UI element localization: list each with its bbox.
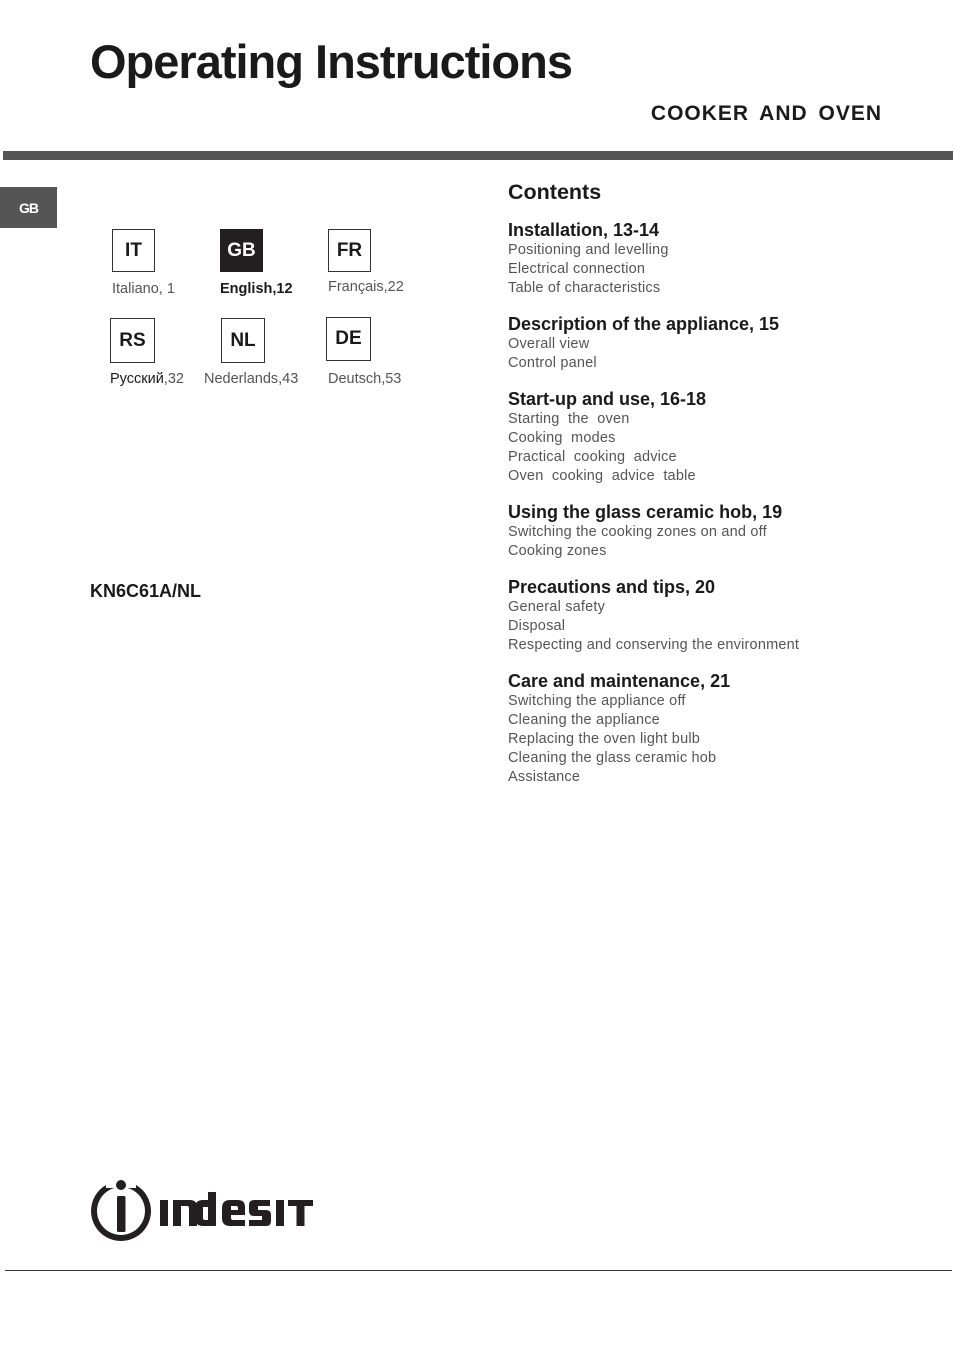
section-item: Replacing the oven light bulb [508,731,701,747]
contents-section-startup [508,388,928,486]
language-entry-de [326,317,436,387]
indesit-logo [88,1178,320,1244]
section-heading: Care and maintenance, 21 [508,671,731,691]
language-code-box: NL [221,318,265,363]
section-item: Starting the oven [508,411,630,427]
language-label: Nederlands,43 [204,371,299,387]
page-title: Operating Instructions [90,35,572,88]
language-entry-nl [204,318,331,387]
section-item: Cleaning the glass ceramic hob [508,750,717,766]
header-divider [3,151,953,160]
section-item: Overall view [508,336,590,352]
section-heading: Start-up and use, 16-18 [508,389,707,409]
contents-section-precautions [508,576,928,655]
language-label-name: Русский [110,371,164,387]
section-item: Assistance [508,769,581,785]
section-item: Electrical connection [508,261,646,277]
document-subtitle: COOKER AND OVEN [650,102,882,125]
language-entry-it [112,229,222,297]
section-item: Table of characteristics [508,280,661,296]
section-item: Positioning and levelling [508,242,669,258]
contents-section-installation [508,219,928,298]
language-entry-gb [220,229,330,297]
contents-section-hob [508,501,928,561]
language-code-box-active: GB [220,229,263,272]
section-item: Switching the cooking zones on and off [508,524,767,540]
section-item: Oven cooking advice table [508,468,696,484]
section-item: General safety [508,599,606,615]
footer-divider [5,1270,952,1271]
contents-section-description [508,313,928,373]
language-code-box: RS [110,318,155,363]
section-heading: Description of the appliance, 15 [508,314,780,334]
language-label-page: ,32 [163,371,184,387]
contents-title: Contents [508,180,602,204]
section-heading: Precautions and tips, 20 [508,577,716,597]
section-item: Cooking modes [508,430,616,446]
language-code-box: IT [112,229,155,272]
contents-section-care [508,670,928,787]
section-item: Respecting and conserving the environment [508,637,800,653]
section-item: Cleaning the appliance [508,712,660,728]
language-code-box: DE [326,317,371,361]
contents-panel [508,180,928,802]
language-label-active: English,12 [220,281,293,297]
language-entry-fr [328,229,438,295]
section-item: Switching the appliance off [508,693,686,709]
section-item: Control panel [508,355,597,371]
language-label: Italiano, 1 [112,281,175,297]
language-code-box: FR [328,229,371,272]
section-heading: Installation, 13-14 [508,220,660,240]
language-side-tab: GB [0,187,57,228]
section-item: Disposal [508,618,566,634]
section-heading: Using the glass ceramic hob, 19 [508,502,783,522]
language-label: Deutsch,53 [328,371,402,387]
section-item: Cooking zones [508,543,607,559]
section-item: Practical cooking advice [508,449,677,465]
language-label: Français,22 [328,279,404,295]
model-number: KN6C61A/NL [90,581,202,601]
